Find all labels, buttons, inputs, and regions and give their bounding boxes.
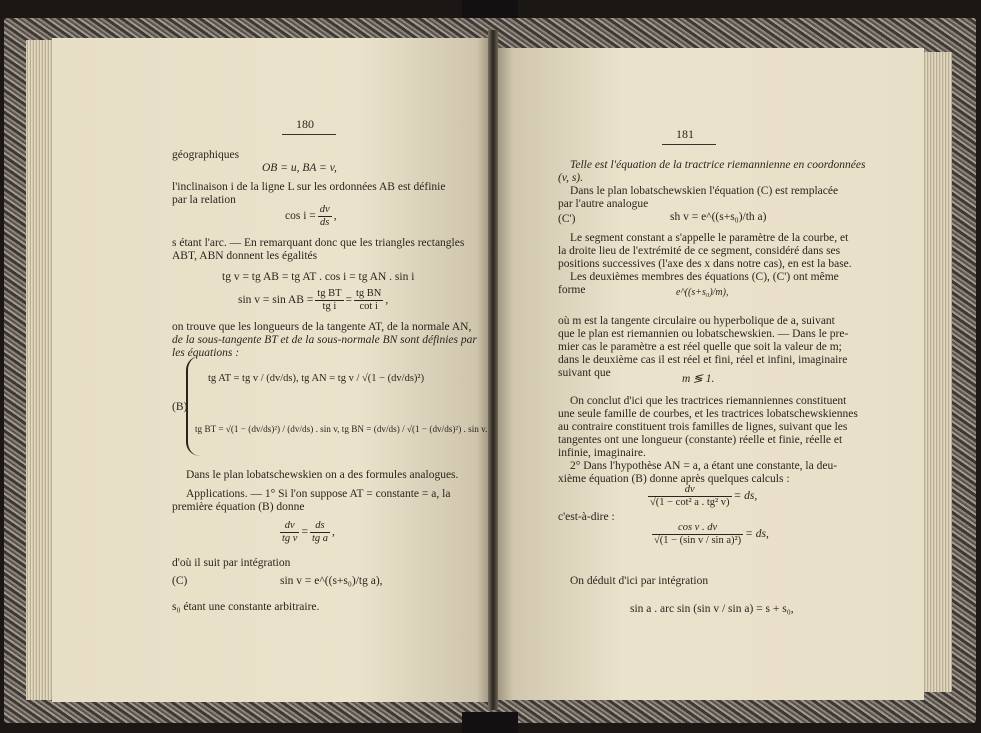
numerator: ds	[315, 520, 325, 531]
left-line-7: ABT, ABN donnent les égalités	[172, 250, 318, 262]
left-line-4: par la relation	[172, 194, 236, 206]
right-line-21: infinie, imaginaire.	[558, 447, 646, 459]
left-eq-cos-i	[285, 204, 337, 229]
eq-text: ,	[385, 294, 389, 307]
left-line-12: les équations :	[172, 347, 240, 359]
right-line-19: au contraire constituent trois familles de lignes, suivant que les	[558, 421, 848, 433]
system-c-label: (C)	[172, 575, 188, 587]
right-line-25: c'est-à-dire :	[558, 511, 615, 523]
denominator: √(1 − (sin v / sin a)²)	[654, 535, 742, 546]
denominator: √(1 − cot² a . tg² v)	[650, 497, 730, 508]
left-line-11: de la sous-tangente BT et de la sous-normale BN sont définies par	[172, 334, 477, 346]
numerator: dv	[284, 520, 295, 531]
numerator: cos v . dv	[678, 522, 718, 533]
denominator: tg a	[311, 533, 328, 544]
right-line-8: Les deuxièmes membres des équations (C), (C') ont même	[570, 271, 839, 283]
left-line-14: Applications. — 1° Si l'on suppose AT = constante = a, la	[186, 488, 451, 500]
right-line-23: xième équation (B) donne après quelques calculs :	[558, 473, 790, 485]
right-eq-cos-v	[650, 522, 769, 547]
left-line-18: s₀ étant une constante arbitraire.	[172, 601, 320, 613]
left-eq-dv-tgv	[278, 520, 335, 545]
left-line-1: géographiques	[172, 149, 240, 161]
left-page-number-rule	[282, 134, 336, 135]
left-line-10: on trouve que les longueurs de la tangente AT, de la normale AN,	[172, 321, 472, 333]
right-line-4: par l'autre analogue	[558, 198, 649, 210]
eq-text: cos i =	[285, 210, 316, 223]
right-eq-arcsin: sin a . arc sin (sin v / sin a) = s + s₀,	[630, 603, 794, 615]
system-b-line-1: tg AT = tg v / (dv/ds), tg AN = tg v / √(1 − (dv/ds)²)	[208, 373, 425, 384]
denominator: tg v	[282, 533, 298, 544]
right-line-3: Dans le plan lobatschewskien l'équation (C) est remplacée	[570, 185, 839, 197]
right-line-27: On déduit d'ici par intégration	[570, 575, 709, 587]
right-line-1: Telle est l'équation de la tractrice riemannienne en coordonnées	[570, 159, 866, 171]
right-eq-m: m ≶ 1.	[682, 373, 715, 385]
right-line-11: où m est la tangente circulaire ou hyperbolique de a, suivant	[558, 315, 835, 327]
eq-text: sin v = sin AB =	[238, 294, 314, 307]
page-edges-right	[920, 52, 952, 692]
system-b-brace	[186, 356, 202, 456]
right-line-13: mier cas le paramètre a est réel quelle que soit la valeur de m;	[558, 341, 842, 353]
denominator: cot i	[354, 300, 383, 313]
right-eq-c-prime: sh v = e^((s+s₀)/th a)	[670, 211, 767, 223]
right-line-5: Le segment constant a s'appelle le paramètre de la courbe, et	[570, 232, 849, 244]
eq-text: ,	[332, 526, 335, 539]
left-line-2: OB = u, BA = v,	[262, 162, 337, 174]
book-gutter	[488, 30, 498, 710]
fraction	[280, 520, 299, 545]
right-line-12: que le plan est riemannien ou lobatschewskien. — Dans le pre-	[558, 328, 849, 340]
fraction	[318, 204, 332, 229]
eq-text: ,	[333, 210, 337, 223]
left-line-3: l'inclinaison i de la ligne L sur les ordonnées AB est définie	[172, 181, 446, 193]
right-line-14: dans le deuxième cas il est réel et fini, réel et infini, imaginaire	[558, 354, 848, 366]
left-page-number: 180	[296, 117, 314, 131]
fraction	[354, 288, 383, 313]
eq-text: =	[301, 526, 308, 539]
right-line-2: (v, s).	[558, 172, 584, 184]
right-line-9: forme	[558, 284, 586, 296]
right-eq-dv	[646, 484, 757, 509]
fraction	[648, 484, 732, 509]
eq-text: =	[345, 294, 352, 307]
left-line-15: première équation (B) donne	[172, 501, 305, 513]
denominator: ds	[318, 216, 332, 229]
system-b-label: (B)	[172, 401, 188, 413]
fraction	[310, 520, 330, 545]
right-line-7: positions successives (l'axe des x dans notre cas), en est la base.	[558, 258, 852, 270]
fraction	[652, 522, 743, 547]
right-line-22: 2° Dans l'hypothèse AN = a, a étant une constante, la deu-	[570, 460, 838, 472]
right-line-6: la droite lieu de l'extrémité de ce segment, considéré dans ses	[558, 245, 841, 257]
eq-text: = ds,	[745, 528, 769, 541]
eq-text: = ds,	[733, 490, 758, 503]
left-eq-tg-v: tg v = tg AB = tg AT . cos i = tg AN . sin i	[222, 271, 415, 283]
system-b-line-2: tg BT = √(1 − (dv/ds)²) / (dv/ds) . sin v, tg BN = (dv/ds) / √(1 − (dv/ds)²) . sin v.	[195, 424, 488, 434]
spine-bottom	[462, 712, 518, 733]
numerator: dv	[684, 484, 695, 495]
right-line-20: tangentes ont une longueur (constante) réelle et finie, réelle et	[558, 434, 843, 446]
right-page-number-rule	[662, 144, 716, 145]
left-eq-sin-v	[238, 288, 388, 313]
left-eq-c: sin v = e^((s+s₀)/tg a),	[280, 575, 383, 587]
left-line-13: Dans le plan lobatschewskien on a des formules analogues.	[186, 469, 459, 481]
right-line-18: une seule famille de courbes, et les tractrices lobatschewskiennes	[558, 408, 858, 420]
right-line-17: On conclut d'ici que les tractrices riemanniennes constituent	[570, 395, 847, 407]
right-line-15: suivant que	[558, 367, 611, 379]
right-eq-exponent-form: e^((s+s₀)/m),	[676, 287, 729, 298]
numerator: tg BT	[317, 288, 342, 299]
system-c-prime-label: (C')	[558, 213, 576, 225]
left-line-6: s étant l'arc. — En remarquant donc que les triangles rectangles	[172, 237, 465, 249]
numerator: dv	[319, 204, 330, 215]
left-line-17: d'où il suit par intégration	[172, 557, 291, 569]
numerator: tg BN	[356, 288, 382, 299]
fraction	[315, 288, 343, 313]
right-page-number: 181	[676, 127, 694, 141]
denominator: tg i	[315, 300, 343, 313]
